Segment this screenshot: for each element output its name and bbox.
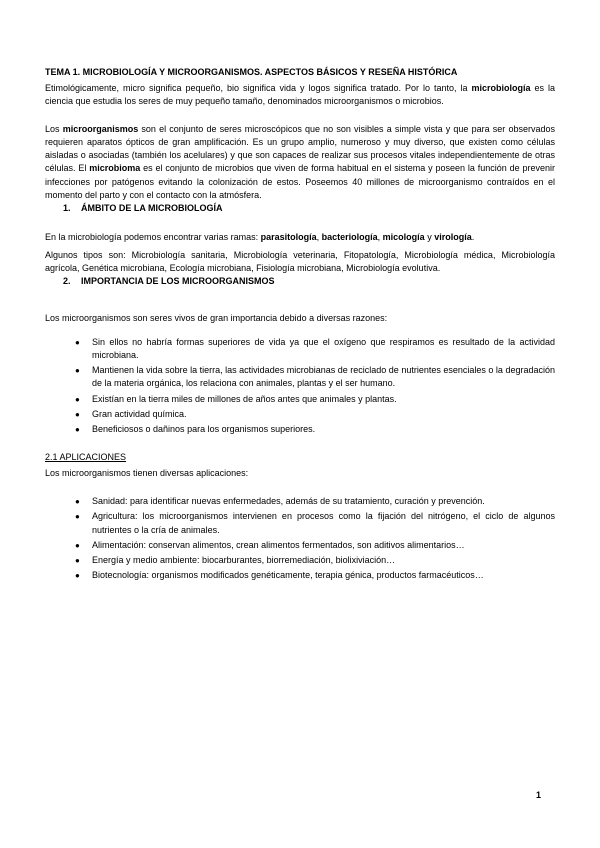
types-paragraph: Algunos tipos son: Microbiología sanitaria, Microbiología veterinaria, Fitopatología, Microbiología médica, Microbiología agrícola, Genética microbiana, Ecología microbiana, Fisiología microbiana, Microbiología evolutiva. (45, 249, 555, 273)
list-item: ● Energía y medio ambiente: biocarburantes, biorremediación, biolixiviación… (45, 554, 555, 567)
term-parasitologia: parasitología (260, 232, 317, 243)
bullet-icon: ● (75, 337, 80, 347)
term-microorganismos: microorganismos (62, 123, 139, 134)
list-item: ● Agricultura: los microorganismos intervienen en procesos como la fijación del nitrógeno, el ciclo de algunos nutrientes o la cría de animales. (75, 511, 555, 535)
list-item: ● Beneficiosos o dañinos para los organismos superiores. (45, 423, 555, 436)
page-number: 1 (536, 790, 542, 800)
list-item: ● Sin ellos no habría formas superiores de vida ya que el oxígeno que respiramos es resultado de la actividad microbiana. (75, 336, 555, 360)
intro-paragraph: Etimológicamente, micro significa pequeño, bio significa vida y logos significa tratado. Por lo tanto, la microbiología es la ciencia que estudia los seres de muy pequeño tamaño, denominados microorganismos o microbios. (45, 83, 555, 107)
branches-paragraph: En la microbiología podemos encontrar varias ramas: parasitología, bacteriología, micología y virología. (45, 232, 475, 243)
section-number: 1. (63, 203, 71, 214)
page-content (45, 66, 555, 585)
subsection-heading-aplicaciones: 2.1 APLICACIONES (45, 451, 127, 462)
bullet-icon: ● (75, 394, 80, 404)
list-item: ● Gran actividad química. (45, 408, 555, 421)
importance-list (45, 336, 555, 437)
bullet-icon: ● (75, 540, 80, 550)
applications-list (45, 495, 555, 583)
section-title: IMPORTANCIA DE LOS MICROORGANISMOS (81, 276, 275, 287)
applications-intro-paragraph: Los microorganismos tienen diversas aplicaciones: (45, 467, 249, 478)
bullet-icon: ● (75, 556, 80, 566)
bullet-icon: ● (75, 496, 80, 506)
section-heading-ambito (45, 202, 555, 215)
importance-intro-paragraph: Los microorganismos son seres vivos de gran importancia debido a diversas razones: (45, 313, 388, 324)
list-item: ● Existían en la tierra miles de millones de años antes que animales y plantas. (45, 393, 555, 406)
list-item: ● Mantienen la vida sobre la tierra, las actividades microbianas de reciclado de nutrientes esenciales o la degradación de la materia orgánica, los relaciona con animales, plantas y el ser humano. (75, 365, 555, 389)
bullet-icon: ● (75, 410, 80, 420)
list-item: ● Biotecnología: organismos modificados genéticamente, terapia génica, productos farmacéuticos… (45, 569, 555, 582)
list-item: ● Sanidad: para identificar nuevas enfermedades, además de su tratamiento, curación y prevención. (45, 495, 555, 508)
section-number: 2. (63, 276, 71, 287)
bullet-icon: ● (75, 571, 80, 581)
section-heading-importancia (45, 275, 555, 288)
term-microbioma: microbioma (89, 163, 141, 174)
term-micologia: micología (382, 232, 425, 243)
document-title: TEMA 1. MICROBIOLOGÍA Y MICROORGANISMOS. ASPECTOS BÁSICOS Y RESEÑA HISTÓRICA (45, 67, 458, 77)
bullet-icon: ● (75, 366, 80, 376)
bullet-icon: ● (75, 425, 80, 435)
term-virologia: virología (434, 232, 472, 243)
section-title: ÁMBITO DE LA MICROBIOLOGÍA (81, 203, 223, 214)
microorganisms-paragraph: Los microorganismos son el conjunto de seres microscópicos que no son visibles a simple vista y que para ser observados requieren aparatos ópticos de gran amplificación. Es un grupo amplio, numeroso y muy diverso, que existen como células aisladas o asociadas (también los acelulares) y que son capaces de realizar sus procesos vitales independientemente de otras células. El microbioma es el conjunto de microbios que viven de forma habitual en el sistema y poseen la función de prevenir infecciones por patógenos evitando la colonización de estos. Poseemos 40 millones de microorganismo contraídos en el momento del parto y con el contacto con la atmósfera. (45, 123, 555, 201)
list-item: ● Alimentación: conservan alimentos, crean alimentos fermentados, son aditivos alimentarios… (45, 539, 555, 552)
bullet-icon: ● (75, 512, 80, 522)
term-bacteriologia: bacteriología (321, 232, 378, 243)
term-microbiologia: microbiología (471, 83, 531, 93)
